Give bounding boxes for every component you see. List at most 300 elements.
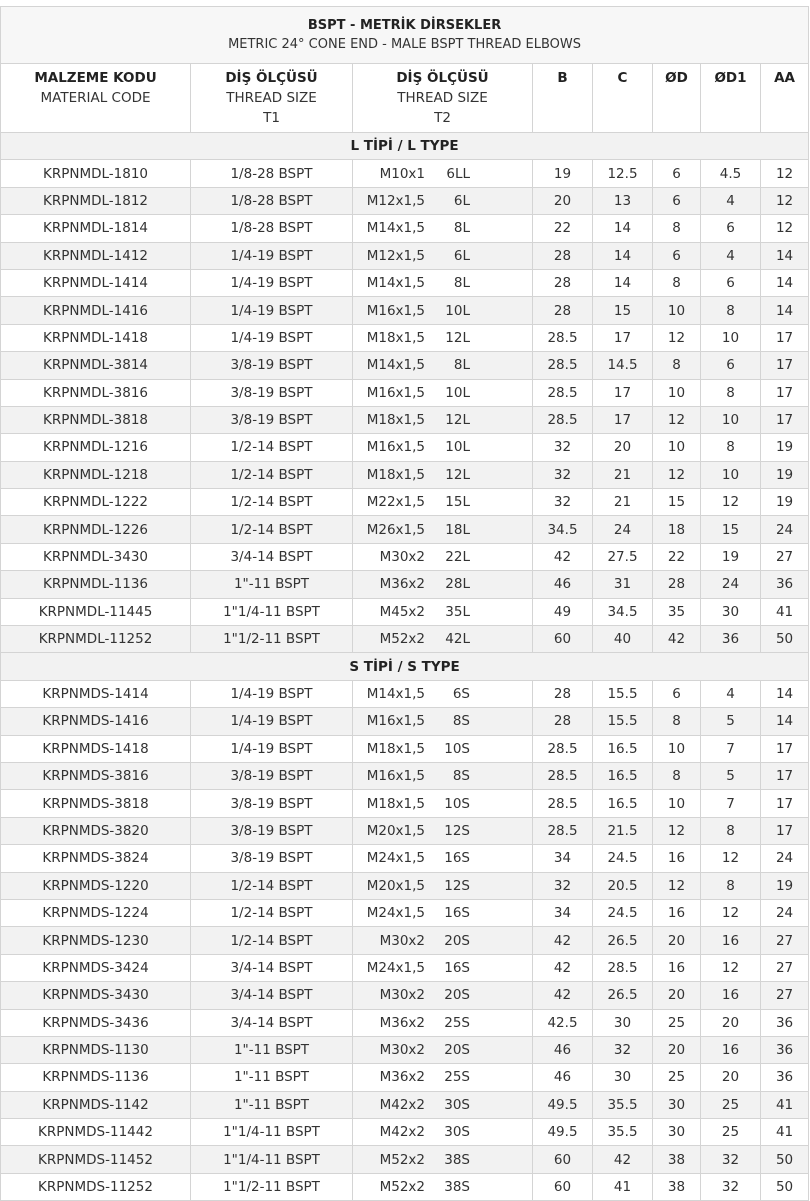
cell-od: 38	[653, 1146, 701, 1173]
cell-thread-t2-size: M18x1,5	[366, 740, 425, 757]
cell-thread-t1: 1"-11 BSPT	[191, 1064, 353, 1091]
cell-aa: 12	[761, 215, 809, 242]
cell-material-code: KRPNMDS-1136	[1, 1064, 191, 1091]
table-row	[1, 899, 809, 926]
cell-material-code: KRPNMDS-1230	[1, 927, 191, 954]
cell-aa: 12	[761, 160, 809, 187]
table-row	[1, 598, 809, 625]
column-header-b	[533, 64, 593, 133]
cell-c: 14	[593, 269, 653, 296]
cell-aa: 14	[761, 680, 809, 707]
cell-aa: 50	[761, 626, 809, 653]
cell-thread-t2-size: M16x1,5	[366, 439, 425, 456]
table-row	[1, 1064, 809, 1091]
cell-thread-t1: 1/2-14 BSPT	[191, 434, 353, 461]
cell-thread-t2-size: M16x1,5	[366, 768, 425, 785]
cell-od: 12	[653, 324, 701, 351]
cell-thread-t1: 1/2-14 BSPT	[191, 489, 353, 516]
cell-thread-t2-size: M16x1,5	[366, 302, 425, 319]
cell-thread-t2	[353, 954, 533, 981]
cell-material-code: KRPNMDL-1418	[1, 324, 191, 351]
table-row	[1, 489, 809, 516]
cell-b: 32	[533, 489, 593, 516]
cell-c: 16.5	[593, 735, 653, 762]
cell-od: 6	[653, 242, 701, 269]
cell-b: 28	[533, 242, 593, 269]
cell-b: 49.5	[533, 1091, 593, 1118]
cell-thread-t2-size: M30x2	[379, 1042, 425, 1059]
cell-thread-t1: 1/2-14 BSPT	[191, 461, 353, 488]
cell-thread-t2-code: 6L	[453, 247, 470, 264]
cell-od1: 4.5	[701, 160, 761, 187]
cell-material-code: KRPNMDS-11452	[1, 1146, 191, 1173]
cell-c: 16.5	[593, 762, 653, 789]
cell-c: 20.5	[593, 872, 653, 899]
cell-od: 20	[653, 1036, 701, 1063]
column-header-thread-size-t2	[353, 64, 533, 133]
cell-od1: 8	[701, 379, 761, 406]
cell-thread-t2-size: M22x1,5	[366, 494, 425, 511]
cell-thread-t2-code: 12L	[445, 329, 470, 346]
table-row	[1, 1119, 809, 1146]
cell-thread-t2-code: 16S	[444, 850, 470, 867]
cell-thread-t2-code: 10L	[445, 384, 470, 401]
cell-thread-t2-size: M52x2	[379, 1179, 425, 1196]
cell-thread-t2-code: 20S	[444, 1042, 470, 1059]
cell-thread-t2-code: 10S	[444, 795, 470, 812]
table-row	[1, 708, 809, 735]
cell-thread-t2	[353, 489, 533, 516]
cell-od: 30	[653, 1091, 701, 1118]
cell-thread-t2	[353, 790, 533, 817]
cell-b: 28.5	[533, 762, 593, 789]
section-header-row	[1, 653, 809, 680]
cell-c: 35.5	[593, 1091, 653, 1118]
cell-od: 42	[653, 626, 701, 653]
cell-material-code: KRPNMDL-11445	[1, 598, 191, 625]
cell-thread-t1: 1"-11 BSPT	[191, 1091, 353, 1118]
cell-od: 12	[653, 406, 701, 433]
cell-thread-t1: 1/8-28 BSPT	[191, 187, 353, 214]
cell-material-code: KRPNMDL-1136	[1, 571, 191, 598]
cell-od: 25	[653, 1064, 701, 1091]
table-subtitle: METRIC 24° CONE END - MALE BSPT THREAD ELBOWS	[228, 37, 582, 52]
cell-thread-t2	[353, 1173, 533, 1200]
cell-thread-t1: 3/4-14 BSPT	[191, 1009, 353, 1036]
cell-thread-t1: 1/2-14 BSPT	[191, 516, 353, 543]
elbow-spec-sheet	[0, 6, 808, 1201]
cell-material-code: KRPNMDS-3820	[1, 817, 191, 844]
cell-od: 20	[653, 927, 701, 954]
cell-thread-t2-code: 22L	[445, 549, 470, 566]
column-header-label: ØD1	[714, 70, 747, 86]
cell-thread-t2	[353, 324, 533, 351]
cell-od1: 4	[701, 680, 761, 707]
table-row	[1, 215, 809, 242]
cell-thread-t2	[353, 297, 533, 324]
cell-od1: 6	[701, 215, 761, 242]
section-label: L TİPİ / L TYPE	[1, 133, 809, 160]
cell-od1: 15	[701, 516, 761, 543]
cell-od: 38	[653, 1173, 701, 1200]
cell-thread-t2-code: 20S	[444, 932, 470, 949]
table-row	[1, 626, 809, 653]
cell-material-code: KRPNMDS-3824	[1, 845, 191, 872]
cell-b: 42	[533, 927, 593, 954]
cell-b: 28.5	[533, 817, 593, 844]
cell-thread-t2-size: M14x1,5	[366, 275, 425, 292]
cell-c: 35.5	[593, 1119, 653, 1146]
cell-thread-t2-code: 10S	[444, 740, 470, 757]
cell-c: 16.5	[593, 790, 653, 817]
column-header-label-en: THREAD SIZE	[226, 90, 317, 106]
column-header-od1	[701, 64, 761, 133]
column-header-row	[1, 64, 809, 133]
cell-b: 28.5	[533, 379, 593, 406]
cell-thread-t2-code: 18L	[445, 521, 470, 538]
cell-thread-t2	[353, 571, 533, 598]
cell-c: 26.5	[593, 982, 653, 1009]
cell-thread-t2-code: 6S	[452, 686, 470, 702]
table-row	[1, 817, 809, 844]
cell-thread-t2-size: M52x2	[379, 1151, 425, 1168]
cell-thread-t2-size: M24x1,5	[366, 959, 425, 976]
cell-od: 35	[653, 598, 701, 625]
cell-thread-t2-code: 16S	[444, 905, 470, 922]
cell-od1: 25	[701, 1119, 761, 1146]
cell-aa: 41	[761, 598, 809, 625]
cell-thread-t2-size: M18x1,5	[366, 412, 425, 429]
cell-material-code: KRPNMDS-1418	[1, 735, 191, 762]
cell-material-code: KRPNMDL-3430	[1, 543, 191, 570]
cell-c: 15.5	[593, 680, 653, 707]
cell-aa: 24	[761, 845, 809, 872]
cell-od1: 25	[701, 1091, 761, 1118]
cell-aa: 17	[761, 790, 809, 817]
cell-od1: 5	[701, 708, 761, 735]
column-header-label-en: MATERIAL CODE	[40, 90, 151, 106]
cell-od1: 32	[701, 1173, 761, 1200]
cell-thread-t2	[353, 982, 533, 1009]
cell-thread-t2	[353, 1119, 533, 1146]
cell-c: 27.5	[593, 543, 653, 570]
column-header-label: DİŞ ÖLÇÜSÜ	[225, 70, 318, 86]
cell-thread-t2-code: 16S	[444, 959, 470, 976]
cell-od1: 8	[701, 872, 761, 899]
cell-od: 10	[653, 790, 701, 817]
cell-material-code: KRPNMDS-1142	[1, 1091, 191, 1118]
cell-material-code: KRPNMDS-11442	[1, 1119, 191, 1146]
cell-thread-t2-code: 28L	[445, 576, 470, 593]
cell-od1: 16	[701, 927, 761, 954]
cell-aa: 24	[761, 899, 809, 926]
cell-od1: 8	[701, 817, 761, 844]
cell-thread-t2-code: 38S	[444, 1179, 470, 1196]
table-row	[1, 1146, 809, 1173]
column-header-label: ØD	[665, 70, 688, 86]
cell-material-code: KRPNMDL-1222	[1, 489, 191, 516]
cell-b: 28.5	[533, 735, 593, 762]
cell-b: 32	[533, 434, 593, 461]
cell-thread-t1: 1/8-28 BSPT	[191, 215, 353, 242]
cell-c: 20	[593, 434, 653, 461]
table-row	[1, 406, 809, 433]
cell-thread-t2-code: 8L	[453, 275, 470, 292]
cell-b: 60	[533, 1146, 593, 1173]
section-header-row	[1, 133, 809, 160]
cell-material-code: KRPNMDL-1810	[1, 160, 191, 187]
cell-aa: 17	[761, 762, 809, 789]
cell-od: 16	[653, 845, 701, 872]
cell-od: 16	[653, 954, 701, 981]
cell-thread-t2-code: 12S	[444, 877, 470, 894]
cell-thread-t2-code: 12S	[444, 822, 470, 839]
column-header-material-code	[1, 64, 191, 133]
cell-thread-t2	[353, 516, 533, 543]
cell-thread-t2-size: M45x2	[379, 603, 425, 620]
cell-thread-t1: 1"1/2-11 BSPT	[191, 1173, 353, 1200]
column-header-thread-size-t1	[191, 64, 353, 133]
cell-od: 10	[653, 735, 701, 762]
cell-aa: 27	[761, 927, 809, 954]
cell-od1: 32	[701, 1146, 761, 1173]
column-header-label: MALZEME KODU	[34, 70, 157, 86]
cell-thread-t1: 1"-11 BSPT	[191, 1036, 353, 1063]
table-row	[1, 516, 809, 543]
cell-aa: 19	[761, 872, 809, 899]
cell-b: 28	[533, 297, 593, 324]
table-title-cell	[1, 7, 809, 64]
table-row	[1, 297, 809, 324]
cell-od: 18	[653, 516, 701, 543]
cell-thread-t1: 1"-11 BSPT	[191, 571, 353, 598]
cell-material-code: KRPNMDS-1130	[1, 1036, 191, 1063]
cell-b: 42.5	[533, 1009, 593, 1036]
cell-c: 15	[593, 297, 653, 324]
column-header-aa	[761, 64, 809, 133]
cell-thread-t1: 1/4-19 BSPT	[191, 735, 353, 762]
cell-aa: 19	[761, 489, 809, 516]
cell-thread-t2	[353, 242, 533, 269]
cell-thread-t2-size: M52x2	[379, 631, 425, 648]
cell-c: 17	[593, 324, 653, 351]
cell-b: 28.5	[533, 406, 593, 433]
cell-thread-t2-code: 15L	[445, 494, 470, 511]
table-row	[1, 845, 809, 872]
cell-b: 60	[533, 1173, 593, 1200]
cell-thread-t2-code: 8L	[453, 357, 470, 374]
cell-thread-t2	[353, 626, 533, 653]
cell-thread-t2-size: M12x1,5	[366, 247, 425, 264]
column-header-label: B	[557, 70, 568, 86]
cell-aa: 17	[761, 352, 809, 379]
cell-b: 49	[533, 598, 593, 625]
cell-c: 21	[593, 461, 653, 488]
cell-b: 34	[533, 845, 593, 872]
cell-aa: 17	[761, 817, 809, 844]
cell-thread-t2-size: M42x2	[379, 1124, 425, 1141]
cell-od1: 24	[701, 571, 761, 598]
cell-thread-t2-code: 12L	[445, 466, 470, 483]
cell-aa: 50	[761, 1173, 809, 1200]
cell-od: 10	[653, 379, 701, 406]
cell-thread-t2-code: 6LL	[446, 165, 470, 182]
cell-thread-t2	[353, 215, 533, 242]
cell-material-code: KRPNMDS-1416	[1, 708, 191, 735]
cell-od1: 12	[701, 899, 761, 926]
cell-material-code: KRPNMDS-1220	[1, 872, 191, 899]
cell-material-code: KRPNMDS-3430	[1, 982, 191, 1009]
cell-aa: 24	[761, 516, 809, 543]
cell-aa: 14	[761, 297, 809, 324]
cell-od1: 16	[701, 982, 761, 1009]
cell-od: 12	[653, 461, 701, 488]
cell-material-code: KRPNMDS-3818	[1, 790, 191, 817]
cell-thread-t1: 1"1/2-11 BSPT	[191, 626, 353, 653]
cell-aa: 17	[761, 406, 809, 433]
cell-aa: 36	[761, 571, 809, 598]
table-title: BSPT - METRİK DİRSEKLER	[307, 18, 502, 33]
cell-c: 30	[593, 1064, 653, 1091]
cell-thread-t2-size: M14x1,5	[366, 357, 425, 374]
cell-aa: 36	[761, 1009, 809, 1036]
table-row	[1, 927, 809, 954]
cell-thread-t1: 3/4-14 BSPT	[191, 543, 353, 570]
cell-b: 28.5	[533, 352, 593, 379]
cell-thread-t1: 3/8-19 BSPT	[191, 379, 353, 406]
cell-od1: 4	[701, 242, 761, 269]
cell-c: 13	[593, 187, 653, 214]
cell-thread-t2-size: M36x2	[379, 1014, 425, 1031]
cell-c: 30	[593, 1009, 653, 1036]
table-row	[1, 735, 809, 762]
cell-thread-t2-size: M20x1,5	[366, 822, 425, 839]
cell-thread-t2	[353, 406, 533, 433]
cell-aa: 36	[761, 1036, 809, 1063]
cell-material-code: KRPNMDL-1416	[1, 297, 191, 324]
elbow-spec-table	[0, 6, 809, 1201]
cell-thread-t1: 1"1/4-11 BSPT	[191, 1119, 353, 1146]
cell-c: 41	[593, 1173, 653, 1200]
cell-aa: 27	[761, 982, 809, 1009]
cell-c: 32	[593, 1036, 653, 1063]
cell-thread-t2-code: 12L	[445, 412, 470, 429]
cell-b: 46	[533, 1064, 593, 1091]
cell-thread-t1: 3/8-19 BSPT	[191, 762, 353, 789]
cell-thread-t2	[353, 872, 533, 899]
cell-thread-t1: 3/4-14 BSPT	[191, 954, 353, 981]
cell-thread-t1: 1/4-19 BSPT	[191, 242, 353, 269]
cell-thread-t2	[353, 543, 533, 570]
cell-od1: 12	[701, 954, 761, 981]
cell-aa: 14	[761, 242, 809, 269]
cell-thread-t2	[353, 461, 533, 488]
cell-thread-t2-size: M26x1,5	[366, 521, 425, 538]
cell-thread-t1: 1/2-14 BSPT	[191, 872, 353, 899]
cell-thread-t2-size: M18x1,5	[366, 466, 425, 483]
cell-thread-t1: 1/4-19 BSPT	[191, 680, 353, 707]
cell-thread-t2	[353, 680, 533, 707]
cell-thread-t1: 1/4-19 BSPT	[191, 269, 353, 296]
cell-thread-t2-size: M10x1	[379, 165, 425, 182]
cell-material-code: KRPNMDL-1218	[1, 461, 191, 488]
cell-od1: 4	[701, 187, 761, 214]
cell-b: 32	[533, 872, 593, 899]
table-row	[1, 762, 809, 789]
cell-thread-t2-size: M30x2	[379, 987, 425, 1004]
cell-od: 12	[653, 817, 701, 844]
table-row	[1, 160, 809, 187]
cell-c: 24.5	[593, 845, 653, 872]
cell-thread-t2	[353, 434, 533, 461]
cell-aa: 36	[761, 1064, 809, 1091]
cell-thread-t2-size: M36x2	[379, 1069, 425, 1086]
cell-material-code: KRPNMDL-1812	[1, 187, 191, 214]
cell-thread-t2-size: M12x1,5	[366, 192, 425, 209]
cell-thread-t2	[353, 899, 533, 926]
cell-od1: 16	[701, 1036, 761, 1063]
cell-b: 34.5	[533, 516, 593, 543]
cell-material-code: KRPNMDS-1224	[1, 899, 191, 926]
cell-b: 46	[533, 571, 593, 598]
cell-aa: 50	[761, 1146, 809, 1173]
cell-b: 22	[533, 215, 593, 242]
cell-od1: 6	[701, 269, 761, 296]
cell-od1: 6	[701, 352, 761, 379]
cell-b: 42	[533, 543, 593, 570]
cell-thread-t2-size: M30x2	[379, 549, 425, 566]
cell-thread-t2-code: 6L	[453, 192, 470, 209]
cell-od: 8	[653, 269, 701, 296]
cell-b: 42	[533, 982, 593, 1009]
table-row	[1, 954, 809, 981]
cell-c: 28.5	[593, 954, 653, 981]
cell-thread-t1: 1/2-14 BSPT	[191, 899, 353, 926]
cell-od: 8	[653, 352, 701, 379]
column-header-label: DİŞ ÖLÇÜSÜ	[396, 70, 489, 86]
cell-c: 21.5	[593, 817, 653, 844]
cell-thread-t1: 3/8-19 BSPT	[191, 790, 353, 817]
cell-c: 31	[593, 571, 653, 598]
table-row	[1, 352, 809, 379]
cell-od1: 30	[701, 598, 761, 625]
table-row	[1, 543, 809, 570]
column-header-sub: T2	[434, 110, 451, 126]
cell-od1: 10	[701, 461, 761, 488]
cell-od1: 8	[701, 297, 761, 324]
cell-thread-t2	[353, 598, 533, 625]
cell-thread-t2	[353, 1146, 533, 1173]
table-row	[1, 434, 809, 461]
cell-thread-t2-code: 30S	[444, 1124, 470, 1141]
cell-thread-t2-code: 30S	[444, 1096, 470, 1113]
cell-od1: 36	[701, 626, 761, 653]
table-row	[1, 790, 809, 817]
cell-thread-t2-code: 42L	[445, 631, 470, 648]
cell-thread-t2-size: M14x1,5	[366, 220, 425, 237]
cell-aa: 14	[761, 708, 809, 735]
cell-material-code: KRPNMDL-1226	[1, 516, 191, 543]
cell-b: 60	[533, 626, 593, 653]
cell-thread-t2-code: 10L	[445, 439, 470, 456]
table-row	[1, 269, 809, 296]
cell-thread-t2-size: M20x1,5	[366, 877, 425, 894]
cell-od1: 5	[701, 762, 761, 789]
cell-c: 15.5	[593, 708, 653, 735]
cell-od1: 7	[701, 790, 761, 817]
cell-thread-t1: 1/4-19 BSPT	[191, 708, 353, 735]
column-header-c	[593, 64, 653, 133]
